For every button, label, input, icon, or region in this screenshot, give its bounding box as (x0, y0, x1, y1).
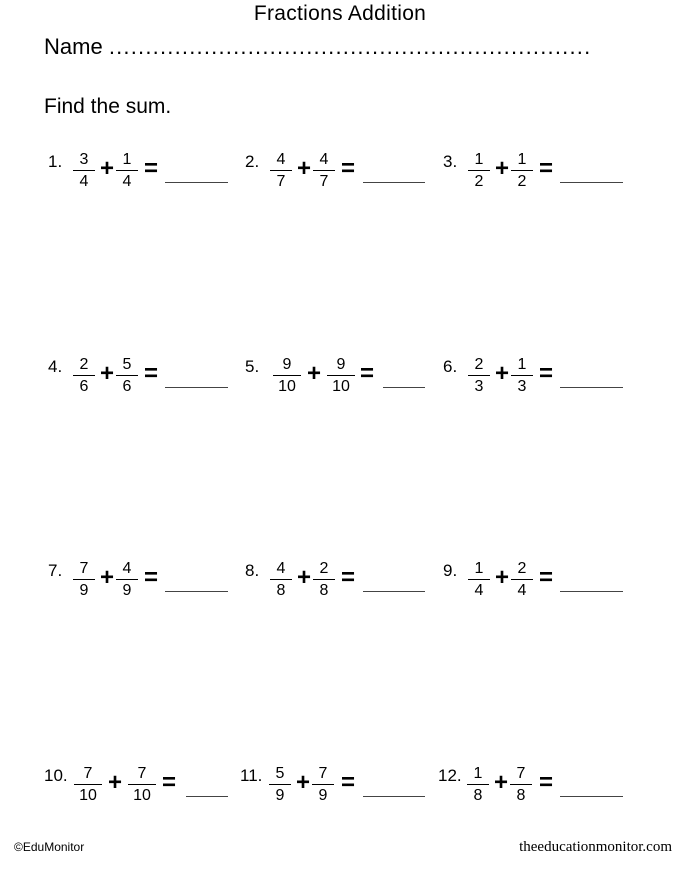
answer-blank[interactable] (363, 796, 425, 797)
answer-blank[interactable] (560, 387, 623, 388)
problem-number: 12. (438, 766, 462, 785)
numerator: 4 (313, 150, 335, 171)
answer-blank[interactable] (186, 796, 228, 797)
fraction-b (116, 355, 138, 396)
problem-number: 6. (443, 357, 458, 376)
numerator: 4 (270, 150, 292, 171)
numerator: 2 (73, 355, 95, 376)
problem-number: 7. (48, 561, 63, 580)
numerator: 4 (116, 559, 138, 580)
fraction-a (467, 764, 489, 805)
worksheet-title: Fractions Addition (253, 2, 427, 25)
problem-number: 8. (245, 561, 260, 580)
plus-sign: + (495, 155, 510, 182)
problem-number: 5. (245, 357, 260, 376)
instructions: Find the sum. (44, 95, 172, 118)
denominator: 7 (319, 173, 329, 190)
fraction-b (511, 355, 533, 396)
denominator: 8 (473, 787, 483, 804)
numerator: 5 (269, 764, 291, 785)
fraction-a (269, 764, 291, 805)
numerator: 3 (73, 150, 95, 171)
equals-sign: = (539, 564, 554, 591)
problem-8 (245, 555, 430, 615)
problem-6 (443, 351, 628, 411)
fraction-a (270, 559, 292, 600)
denominator: 4 (122, 173, 132, 190)
denominator: 8 (516, 787, 526, 804)
denominator: 4 (474, 582, 484, 599)
denominator: 9 (275, 787, 285, 804)
numerator: 5 (116, 355, 138, 376)
equals-sign: = (539, 360, 554, 387)
answer-blank[interactable] (560, 591, 623, 592)
fraction-a (270, 150, 292, 191)
plus-sign: + (100, 155, 115, 182)
fraction-b (511, 559, 533, 600)
denominator: 9 (79, 582, 89, 599)
numerator: 7 (510, 764, 532, 785)
fraction-b (312, 764, 334, 805)
problem-5 (245, 351, 430, 411)
answer-blank[interactable] (165, 182, 228, 183)
answer-blank[interactable] (560, 796, 623, 797)
numerator: 2 (468, 355, 490, 376)
problem-number: 2. (245, 152, 260, 171)
fraction-b (116, 559, 138, 600)
problem-11 (240, 760, 430, 820)
plus-sign: + (494, 769, 509, 796)
fraction-a (73, 150, 95, 191)
numerator: 2 (511, 559, 533, 580)
denominator: 4 (517, 582, 527, 599)
fraction-a (74, 764, 102, 805)
equals-sign: = (162, 769, 177, 796)
name-dotted-line: .................................................................. (108, 34, 592, 59)
numerator: 7 (312, 764, 334, 785)
fraction-b (510, 764, 532, 805)
plus-sign: + (100, 360, 115, 387)
denominator: 2 (517, 173, 527, 190)
numerator: 7 (73, 559, 95, 580)
plus-sign: + (296, 769, 311, 796)
fraction-b (313, 150, 335, 191)
answer-blank[interactable] (363, 591, 425, 592)
name-label: Name (44, 34, 103, 59)
denominator: 10 (133, 787, 151, 804)
numerator: 1 (116, 150, 138, 171)
problem-number: 1. (48, 152, 63, 171)
fraction-a (273, 355, 301, 396)
equals-sign: = (144, 155, 159, 182)
answer-blank[interactable] (560, 182, 623, 183)
denominator: 10 (278, 378, 296, 395)
website-link[interactable]: theeducationmonitor.com (519, 839, 672, 855)
denominator: 4 (79, 173, 89, 190)
denominator: 9 (318, 787, 328, 804)
problem-number: 10. (44, 766, 68, 785)
numerator: 4 (270, 559, 292, 580)
fraction-b (313, 559, 335, 600)
problem-12 (438, 760, 628, 820)
equals-sign: = (341, 564, 356, 591)
numerator: 7 (128, 764, 156, 785)
answer-blank[interactable] (165, 591, 228, 592)
denominator: 2 (474, 173, 484, 190)
copyright-notice: ©EduMonitor (14, 840, 85, 854)
numerator: 7 (74, 764, 102, 785)
numerator: 9 (273, 355, 301, 376)
plus-sign: + (495, 564, 510, 591)
plus-sign: + (307, 360, 322, 387)
denominator: 3 (517, 378, 527, 395)
plus-sign: + (297, 564, 312, 591)
fraction-b (128, 764, 156, 805)
equals-sign: = (539, 769, 554, 796)
answer-blank[interactable] (363, 182, 425, 183)
problem-number: 3. (443, 152, 458, 171)
equals-sign: = (144, 564, 159, 591)
name-field[interactable] (44, 34, 591, 60)
problem-4 (48, 351, 233, 411)
denominator: 8 (319, 582, 329, 599)
numerator: 1 (467, 764, 489, 785)
denominator: 7 (276, 173, 286, 190)
equals-sign: = (341, 155, 356, 182)
denominator: 6 (79, 378, 89, 395)
answer-blank[interactable] (383, 387, 425, 388)
problem-1 (48, 146, 233, 206)
problem-7 (48, 555, 233, 615)
plus-sign: + (495, 360, 510, 387)
equals-sign: = (341, 769, 356, 796)
denominator: 10 (332, 378, 350, 395)
equals-sign: = (144, 360, 159, 387)
numerator: 1 (468, 559, 490, 580)
fraction-b (511, 150, 533, 191)
problem-10 (44, 760, 233, 820)
problem-3 (443, 146, 628, 206)
equals-sign: = (360, 360, 375, 387)
problem-number: 4. (48, 357, 63, 376)
fraction-b (327, 355, 355, 396)
numerator: 1 (511, 150, 533, 171)
fraction-a (468, 355, 490, 396)
fraction-a (468, 150, 490, 191)
plus-sign: + (100, 564, 115, 591)
plus-sign: + (297, 155, 312, 182)
numerator: 2 (313, 559, 335, 580)
denominator: 10 (79, 787, 97, 804)
numerator: 1 (511, 355, 533, 376)
equals-sign: = (539, 155, 554, 182)
problem-2 (245, 146, 430, 206)
fraction-a (73, 355, 95, 396)
fraction-a (73, 559, 95, 600)
numerator: 9 (327, 355, 355, 376)
fraction-b (116, 150, 138, 191)
fraction-a (468, 559, 490, 600)
denominator: 9 (122, 582, 132, 599)
problem-number: 9. (443, 561, 458, 580)
denominator: 3 (474, 378, 484, 395)
denominator: 6 (122, 378, 132, 395)
problem-number: 11. (240, 766, 263, 785)
plus-sign: + (108, 769, 123, 796)
numerator: 1 (468, 150, 490, 171)
denominator: 8 (276, 582, 286, 599)
problem-9 (443, 555, 628, 615)
answer-blank[interactable] (165, 387, 228, 388)
